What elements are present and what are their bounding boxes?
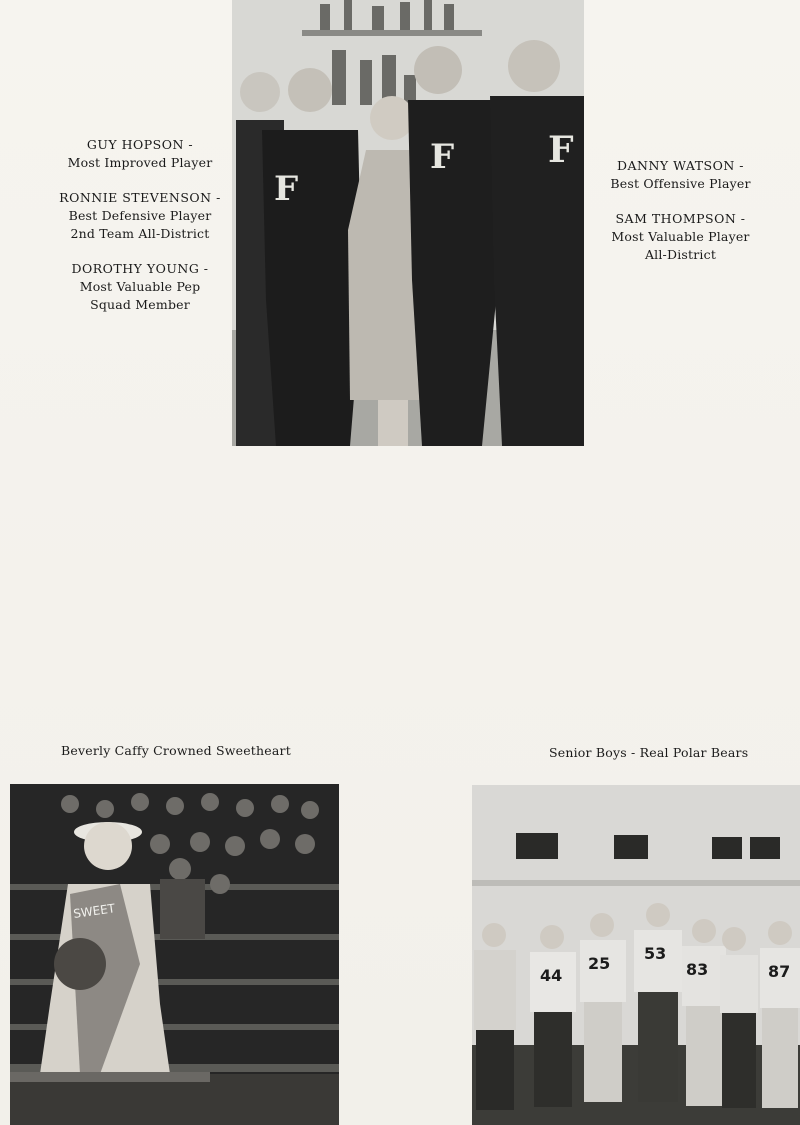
- jersey-number: 44: [540, 966, 563, 985]
- polar-bears-photo: [472, 785, 800, 1125]
- award-name: SAM THOMPSON -: [615, 211, 746, 226]
- award-title: 2nd Team All-District: [70, 226, 210, 241]
- polar-bears-caption: Senior Boys - Real Polar Bears: [549, 745, 749, 760]
- caption-entry: [50, 189, 230, 243]
- sweetheart-caption: Beverly Caffy Crowned Sweetheart: [61, 743, 291, 758]
- sweetheart-photo: [10, 784, 339, 1125]
- caption-entry: [598, 157, 763, 193]
- award-name: DANNY WATSON -: [616, 158, 744, 173]
- award-title: Most Valuable Pep: [79, 279, 201, 294]
- sash-text: SWEET: [72, 901, 116, 921]
- sweetheart-photo-illustration: [10, 784, 339, 1125]
- award-name: GUY HOPSON -: [86, 137, 194, 152]
- award-title: Best Offensive Player: [610, 176, 751, 191]
- award-title: All-District: [644, 247, 717, 262]
- award-photo-illustration: [232, 0, 584, 446]
- jersey-number: 83: [686, 960, 709, 979]
- award-name: DOROTHY YOUNG -: [71, 261, 209, 276]
- award-winners-photo: [232, 0, 584, 446]
- left-award-captions: [50, 136, 230, 331]
- jersey-number: 25: [588, 954, 611, 973]
- jacket-letter: F: [274, 169, 299, 209]
- right-award-captions: [598, 157, 763, 281]
- jacket-letter: F: [548, 129, 574, 171]
- caption-entry: [50, 260, 230, 314]
- jersey-number: 53: [644, 944, 667, 963]
- polar-photo-illustration: [472, 785, 800, 1125]
- caption-entry: [50, 136, 230, 172]
- jacket-letter: F: [430, 137, 455, 177]
- award-name: RONNIE STEVENSON -: [59, 190, 221, 205]
- award-title: Squad Member: [90, 297, 190, 312]
- caption-entry: [598, 210, 763, 264]
- jersey-number: 87: [768, 962, 791, 981]
- award-title: Best Defensive Player: [68, 208, 212, 223]
- award-title: Most Valuable Player: [611, 229, 750, 244]
- award-title: Most Improved Player: [67, 155, 213, 170]
